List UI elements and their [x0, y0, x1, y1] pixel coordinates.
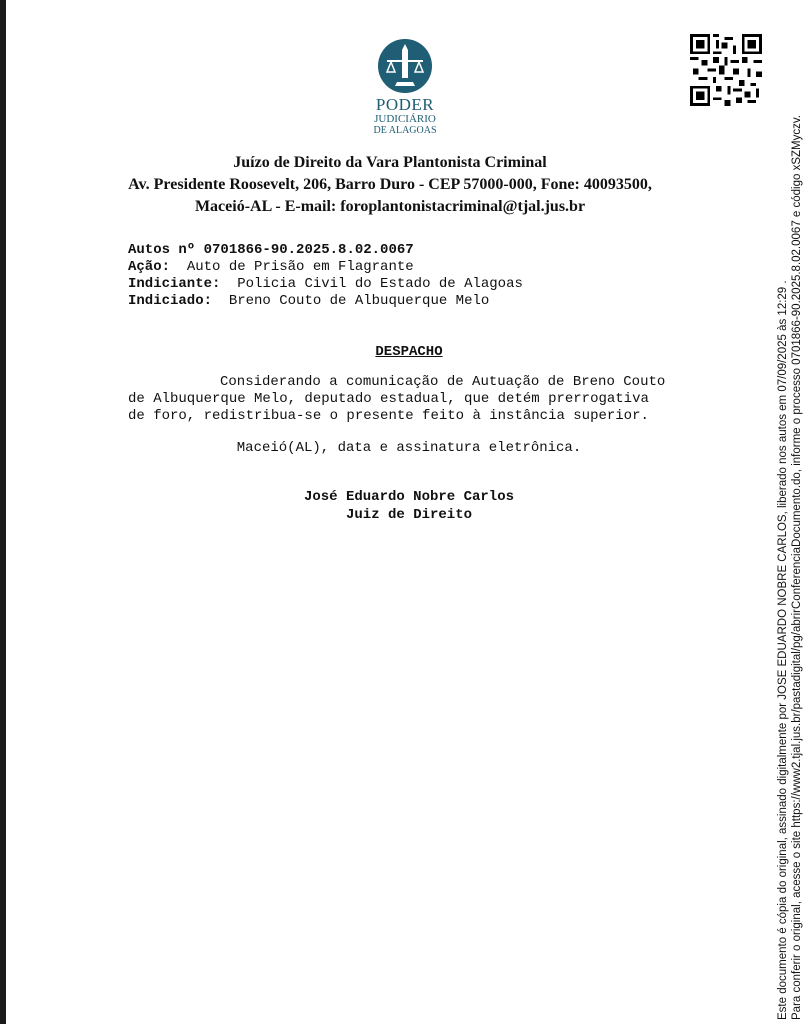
field-label: Ação:	[128, 259, 171, 275]
field-indiciante	[128, 276, 523, 293]
side-note-line1: Este documento é cópia do original, assinado digitalmente por JOSE EDUARDO NOBRE CARLOS, liberado nos autos em 07/09/2025 às 12:29 .	[777, 280, 789, 1020]
signer-name: José Eduardo Nobre Carlos	[303, 489, 515, 505]
court-logo	[360, 38, 450, 142]
field-label: Indiciante:	[128, 276, 221, 292]
paragraph-line-text: Considerando a comunicação de Autuação de Breno Couto	[220, 374, 666, 390]
court-emblem-icon	[377, 38, 433, 94]
paragraph-line: de Albuquerque Melo, deputado estadual, que detém prerrogativa	[128, 391, 649, 407]
court-contact: Maceió-AL - E-mail: foroplantonistacriminal@tjal.jus.br	[194, 198, 586, 215]
paragraph-line	[128, 374, 690, 391]
field-value: Breno Couto de Albuquerque Melo	[228, 293, 490, 309]
field-indiciado	[128, 293, 523, 310]
scan-left-edge	[0, 0, 6, 1024]
despacho-paragraph	[128, 374, 690, 425]
logo-text-poder: PODER	[375, 95, 435, 114]
field-label: Indiciado:	[128, 293, 213, 309]
court-address: Av. Presidente Roosevelt, 206, Barro Duro - CEP 57000-000, Fone: 40093500,	[128, 176, 652, 193]
side-note-line2: Para conferir o original, acesse o site https://www2.tjal.jus.br/pastadigital/pg/abrirConferenciaDocumento.do, informe o processo 0701866-90.2025.8.02.0067 e código xSZMyczv.	[791, 115, 803, 1020]
field-value: Policia Civil do Estado de Alagoas	[237, 276, 523, 292]
signer-role: Juiz de Direito	[345, 507, 473, 523]
case-fields	[128, 242, 523, 310]
logo-text-judiciario: JUDICIÁRIO	[374, 113, 436, 125]
field-value: Auto de Prisão em Flagrante	[186, 259, 414, 275]
field-value: 0701866-90.2025.8.02.0067	[203, 242, 414, 258]
court-header	[100, 152, 680, 218]
document-title: DESPACHO	[375, 344, 443, 360]
field-autos	[128, 242, 523, 259]
logo-text-alagoas: DE ALAGOAS	[373, 125, 437, 136]
signature-block	[128, 488, 690, 524]
place-date: Maceió(AL), data e assinatura eletrônica.	[236, 440, 582, 456]
field-label: Autos nº	[128, 242, 196, 258]
field-acao	[128, 259, 523, 276]
digital-signature-note	[776, 20, 804, 1020]
qr-code-icon	[688, 34, 764, 106]
court-name: Juízo de Direito da Vara Plantonista Criminal	[233, 154, 547, 171]
paragraph-line: de foro, redistribua-se o presente feito à instância superior.	[128, 408, 649, 424]
